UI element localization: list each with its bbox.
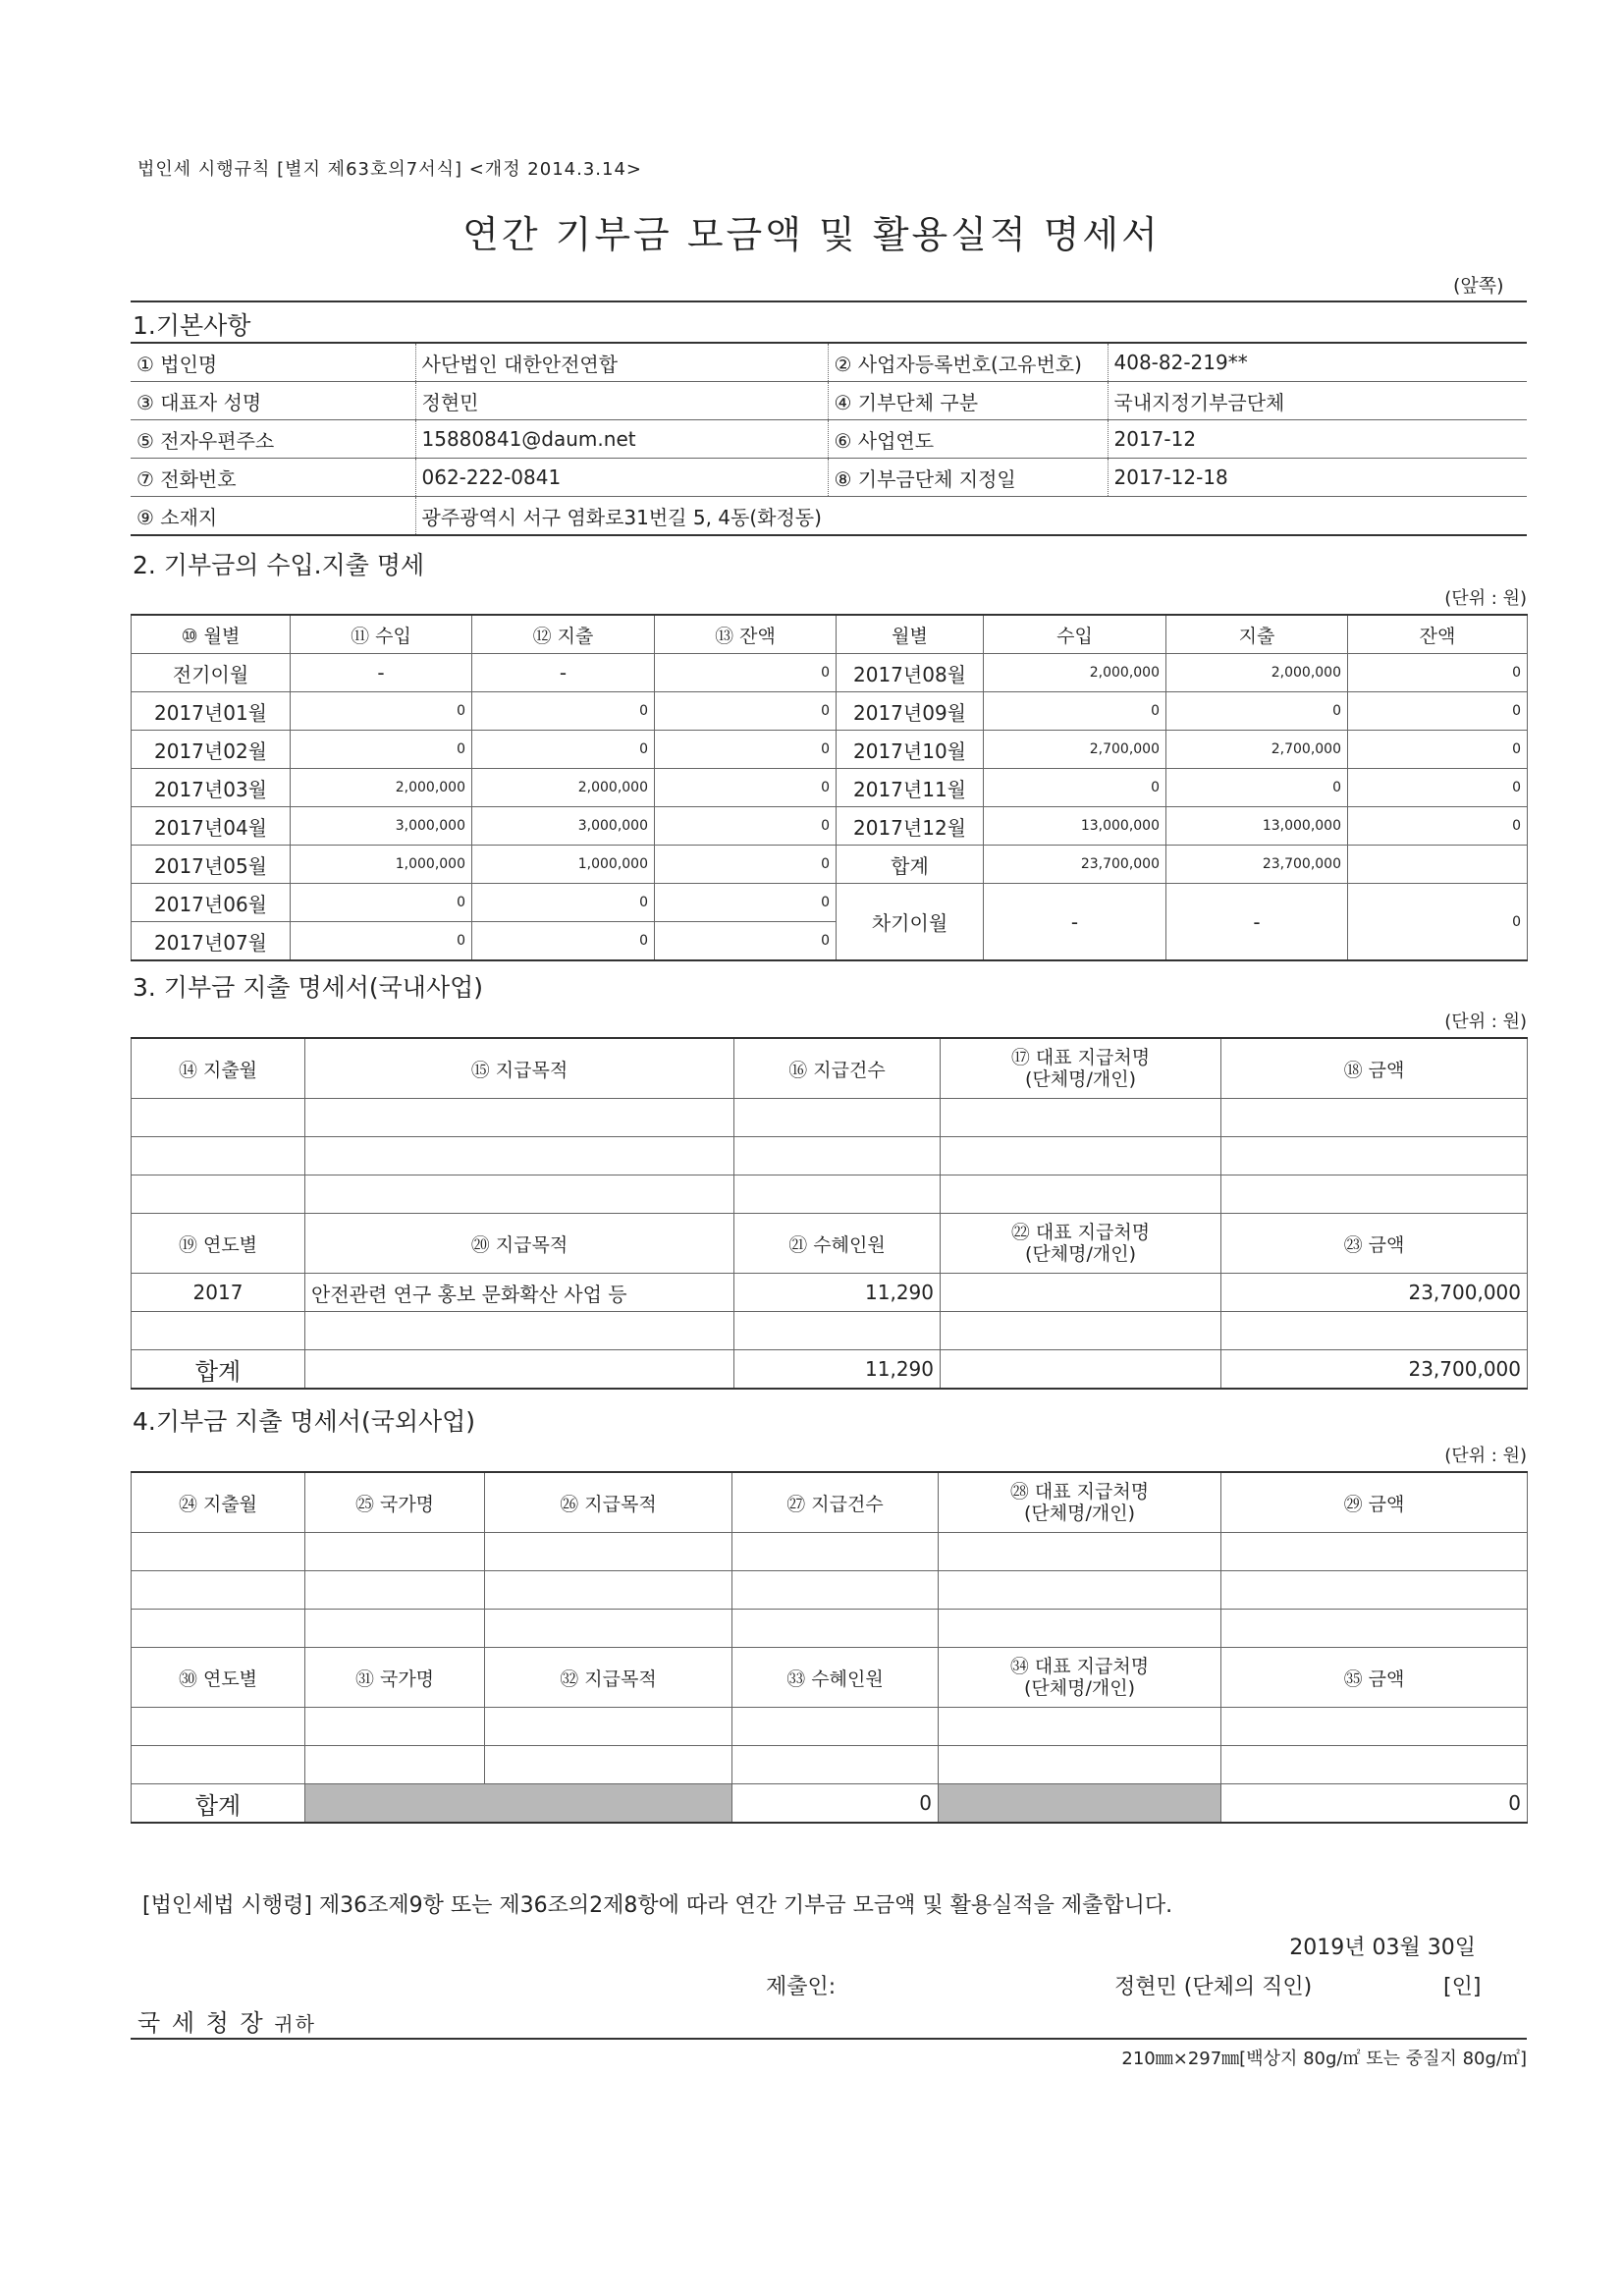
col-count: ⑯ 지급건수 bbox=[734, 1038, 941, 1099]
col-expense: ⑫ 지출 bbox=[472, 615, 655, 654]
expense-cell: 2,000,000 bbox=[472, 769, 655, 807]
total-beneficiaries: 11,290 bbox=[734, 1350, 941, 1390]
balance-cell: 0 bbox=[1348, 731, 1528, 769]
balance-cell: 0 bbox=[655, 769, 837, 807]
income-cell: 0 bbox=[984, 769, 1166, 807]
month-cell: 2017년10월 bbox=[837, 731, 984, 769]
email-value: 15880841@daum.net bbox=[415, 420, 828, 459]
table-row bbox=[132, 1533, 1528, 1571]
balance-cell: 0 bbox=[655, 846, 837, 884]
income-cell: 0 bbox=[291, 884, 472, 922]
balance-cell: 0 bbox=[655, 692, 837, 731]
section1-top-rule bbox=[131, 301, 1527, 302]
representative-value: 정현민 bbox=[415, 382, 828, 420]
col-count: ㉗ 지급건수 bbox=[732, 1472, 939, 1533]
col-recipient-line2: (단체명/개인) bbox=[1024, 1503, 1135, 1524]
income-cell: 3,000,000 bbox=[291, 807, 472, 846]
col-recipient-2 bbox=[939, 1648, 1221, 1708]
col-recipient-2-line2: (단체명/개인) bbox=[1025, 1243, 1136, 1265]
business-number-value: 408-82-219** bbox=[1108, 343, 1527, 382]
col-purpose: ㉖ 지급목적 bbox=[485, 1472, 732, 1533]
table-row bbox=[132, 846, 1528, 884]
col-amount-2: ㉓ 금액 bbox=[1221, 1214, 1528, 1274]
income-cell: 0 bbox=[291, 692, 472, 731]
month-cell: 2017년01월 bbox=[132, 692, 291, 731]
col-expense-2: 지출 bbox=[1166, 615, 1348, 654]
col-beneficiaries: ㉝ 수혜인원 bbox=[732, 1648, 939, 1708]
col-income: ⑪ 수입 bbox=[291, 615, 472, 654]
col-year: ⑲ 연도별 bbox=[132, 1214, 305, 1274]
total-shaded-cell bbox=[305, 1784, 732, 1824]
designation-date-label: ⑧ 기부금단체 지정일 bbox=[828, 459, 1108, 497]
col-balance-2: 잔액 bbox=[1348, 615, 1528, 654]
income-cell: 2,000,000 bbox=[291, 769, 472, 807]
table-row bbox=[132, 1137, 1528, 1175]
total-label: 합계 bbox=[132, 1350, 305, 1390]
total-row bbox=[132, 1784, 1528, 1824]
paper-size-info: 210㎜×297㎜[백상지 80g/㎡ 또는 중질지 80g/㎡] bbox=[1121, 2049, 1527, 2069]
expense-cell: 0 bbox=[472, 692, 655, 731]
balance-cell: 0 bbox=[1348, 769, 1528, 807]
col-purpose-2: ⑳ 지급목적 bbox=[305, 1214, 734, 1274]
expense-cell: 0 bbox=[472, 731, 655, 769]
fiscal-year-value: 2017-12 bbox=[1108, 420, 1527, 459]
col-country: ㉕ 국가명 bbox=[305, 1472, 485, 1533]
total-count: 0 bbox=[732, 1784, 939, 1824]
expense-cell: 13,000,000 bbox=[1166, 807, 1348, 846]
table-row bbox=[132, 1099, 1528, 1137]
total-label: 합계 bbox=[132, 1784, 305, 1824]
month-cell: 2017년07월 bbox=[132, 922, 291, 961]
total-amount: 23,700,000 bbox=[1221, 1350, 1528, 1390]
email-label: ⑤ 전자우편주소 bbox=[131, 420, 415, 459]
address-label: ⑨ 소재지 bbox=[131, 497, 415, 536]
col-purpose: ⑮ 지급목적 bbox=[305, 1038, 734, 1099]
carry-expense-cell: - bbox=[1166, 884, 1348, 961]
org-type-value: 국내지정기부금단체 bbox=[1108, 382, 1527, 420]
col-recipient-line1: ㉘ 대표 지급처명 bbox=[1009, 1481, 1150, 1503]
table-row bbox=[132, 1571, 1528, 1610]
col-expense-month: ⑭ 지출월 bbox=[132, 1038, 305, 1099]
recipient-name: 국 세 청 장 bbox=[137, 2009, 265, 2037]
fiscal-year-label: ⑥ 사업연도 bbox=[828, 420, 1108, 459]
phone-label: ⑦ 전화번호 bbox=[131, 459, 415, 497]
expense-cell: 0 bbox=[1166, 692, 1348, 731]
total-income-cell: 23,700,000 bbox=[984, 846, 1166, 884]
beneficiaries-cell: 11,290 bbox=[734, 1274, 941, 1312]
total-shaded-cell-2 bbox=[939, 1784, 1221, 1824]
section4-unit: (단위 : 원) bbox=[1444, 1446, 1527, 1466]
income-cell: 0 bbox=[984, 692, 1166, 731]
expense-cell: 2,700,000 bbox=[1166, 731, 1348, 769]
balance-cell: 0 bbox=[1348, 807, 1528, 846]
submission-date: 2019년 03월 30일 bbox=[1289, 1936, 1476, 1960]
month-cell: 2017년05월 bbox=[132, 846, 291, 884]
table-row bbox=[132, 692, 1528, 731]
month-cell: 2017년03월 bbox=[132, 769, 291, 807]
col-income-2: 수입 bbox=[984, 615, 1166, 654]
total-label-cell: 합계 bbox=[837, 846, 984, 884]
income-cell: 2,000,000 bbox=[984, 654, 1166, 692]
recipient bbox=[137, 2003, 316, 2038]
section3-heading: 3. 기부금 지출 명세서(국내사업) bbox=[133, 973, 484, 1002]
table-row bbox=[132, 731, 1528, 769]
phone-value: 062-222-0841 bbox=[415, 459, 828, 497]
month-cell: 2017년11월 bbox=[837, 769, 984, 807]
month-cell: 2017년09월 bbox=[837, 692, 984, 731]
month-cell: 2017년12월 bbox=[837, 807, 984, 846]
balance-cell: 0 bbox=[655, 731, 837, 769]
recipient-suffix: 귀하 bbox=[274, 2012, 316, 2036]
col-recipient-line1: ⑰ 대표 지급처명 bbox=[1010, 1047, 1151, 1068]
table-row bbox=[132, 807, 1528, 846]
table-row bbox=[132, 884, 1528, 922]
col-recipient-2-line2: (단체명/개인) bbox=[1024, 1677, 1135, 1699]
expense-cell: 0 bbox=[472, 884, 655, 922]
col-recipient-2 bbox=[941, 1214, 1221, 1274]
income-cell: 0 bbox=[291, 922, 472, 961]
balance-cell: 0 bbox=[655, 884, 837, 922]
bottom-rule bbox=[131, 2038, 1527, 2040]
org-name-label: ① 법인명 bbox=[131, 343, 415, 382]
col-expense-month: ㉔ 지출월 bbox=[132, 1472, 305, 1533]
col-beneficiaries: ㉑ 수혜인원 bbox=[734, 1214, 941, 1274]
balance-cell: 0 bbox=[655, 654, 837, 692]
submission-statement: [법인세법 시행령] 제36조제9항 또는 제36조의2제8항에 따라 연간 기부금 모금액 및 활용실적을 제출합니다. bbox=[142, 1893, 1173, 1918]
balance-cell: 0 bbox=[1348, 692, 1528, 731]
section1-heading: 1.기본사항 bbox=[133, 311, 251, 340]
month-cell: 2017년04월 bbox=[132, 807, 291, 846]
table-row bbox=[132, 654, 1528, 692]
col-country-2: ㉛ 국가명 bbox=[305, 1648, 485, 1708]
total-balance-cell bbox=[1348, 846, 1528, 884]
section2-unit: (단위 : 원) bbox=[1444, 588, 1527, 609]
col-recipient bbox=[939, 1472, 1221, 1533]
year-cell: 2017 bbox=[132, 1274, 305, 1312]
table-row bbox=[132, 1708, 1528, 1746]
col-month-2: 월별 bbox=[837, 615, 984, 654]
month-cell: 2017년06월 bbox=[132, 884, 291, 922]
col-year: ㉚ 연도별 bbox=[132, 1648, 305, 1708]
month-cell: 전기이월 bbox=[132, 654, 291, 692]
total-expense-cell: 23,700,000 bbox=[1166, 846, 1348, 884]
col-amount: ⑱ 금액 bbox=[1221, 1038, 1528, 1099]
carry-income-cell: - bbox=[984, 884, 1166, 961]
expense-cell: 0 bbox=[1166, 769, 1348, 807]
purpose-cell: 안전관련 연구 홍보 문화확산 사업 등 bbox=[305, 1274, 734, 1312]
col-recipient-2-line1: ㉞ 대표 지급처명 bbox=[1009, 1656, 1150, 1677]
submitter-label: 제출인: bbox=[766, 1975, 837, 1999]
table-row bbox=[132, 1175, 1528, 1214]
col-recipient-2-line1: ㉒ 대표 지급처명 bbox=[1010, 1222, 1151, 1243]
representative-label: ③ 대표자 성명 bbox=[131, 382, 415, 420]
expense-cell: 3,000,000 bbox=[472, 807, 655, 846]
col-amount: ㉙ 금액 bbox=[1221, 1472, 1528, 1533]
total-row bbox=[132, 1350, 1528, 1390]
income-cell: 0 bbox=[291, 731, 472, 769]
expense-cell: 1,000,000 bbox=[472, 846, 655, 884]
balance-cell: 0 bbox=[1348, 654, 1528, 692]
carry-balance-cell: 0 bbox=[1348, 884, 1528, 961]
col-amount-2: ㉟ 금액 bbox=[1221, 1648, 1528, 1708]
business-number-label: ② 사업자등록번호(고유번호) bbox=[828, 343, 1108, 382]
designation-date-value: 2017-12-18 bbox=[1108, 459, 1527, 497]
month-cell: 2017년08월 bbox=[837, 654, 984, 692]
table-row bbox=[132, 769, 1528, 807]
balance-cell: 0 bbox=[655, 807, 837, 846]
seal-mark: [인] bbox=[1443, 1975, 1482, 1999]
income-expense-table bbox=[131, 614, 1528, 961]
expense-cell: - bbox=[472, 654, 655, 692]
form-reference: 법인세 시행규칙 [별지 제63호의7서식] <개정 2014.3.14> bbox=[137, 159, 642, 180]
total-amount: 0 bbox=[1221, 1784, 1528, 1824]
address-value: 광주광역시 서구 염화로31번길 5, 4동(화정동) bbox=[415, 497, 1527, 536]
col-recipient bbox=[941, 1038, 1221, 1099]
col-balance: ⑬ 잔액 bbox=[655, 615, 837, 654]
col-purpose-2: ㉜ 지급목적 bbox=[485, 1648, 732, 1708]
expense-cell: 2,000,000 bbox=[1166, 654, 1348, 692]
submitter-name: 정현민 (단체의 직인) bbox=[1114, 1975, 1313, 1999]
org-type-label: ④ 기부단체 구분 bbox=[828, 382, 1108, 420]
domestic-expense-table bbox=[131, 1037, 1528, 1390]
table-row bbox=[132, 1274, 1528, 1312]
income-cell: - bbox=[291, 654, 472, 692]
month-cell: 2017년02월 bbox=[132, 731, 291, 769]
balance-cell: 0 bbox=[655, 922, 837, 961]
carry-label-cell: 차기이월 bbox=[837, 884, 984, 961]
table-row bbox=[132, 1746, 1528, 1784]
col-month: ⑩ 월별 bbox=[132, 615, 291, 654]
overseas-expense-table bbox=[131, 1471, 1528, 1824]
col-recipient-line2: (단체명/개인) bbox=[1025, 1068, 1136, 1090]
income-cell: 2,700,000 bbox=[984, 731, 1166, 769]
section2-heading: 2. 기부금의 수입.지출 명세 bbox=[133, 551, 425, 579]
basic-info-table bbox=[131, 342, 1527, 536]
table-row bbox=[132, 1312, 1528, 1350]
table-row bbox=[132, 1610, 1528, 1648]
org-name-value: 사단법인 대한안전연합 bbox=[415, 343, 828, 382]
income-cell: 13,000,000 bbox=[984, 807, 1166, 846]
section4-heading: 4.기부금 지출 명세서(국외사업) bbox=[133, 1407, 476, 1436]
front-side-label: (앞쪽) bbox=[1453, 275, 1504, 297]
income-cell: 1,000,000 bbox=[291, 846, 472, 884]
amount-cell: 23,700,000 bbox=[1221, 1274, 1528, 1312]
section3-unit: (단위 : 원) bbox=[1444, 1011, 1527, 1032]
page-title: 연간 기부금 모금액 및 활용실적 명세서 bbox=[462, 213, 1161, 256]
expense-cell: 0 bbox=[472, 922, 655, 961]
